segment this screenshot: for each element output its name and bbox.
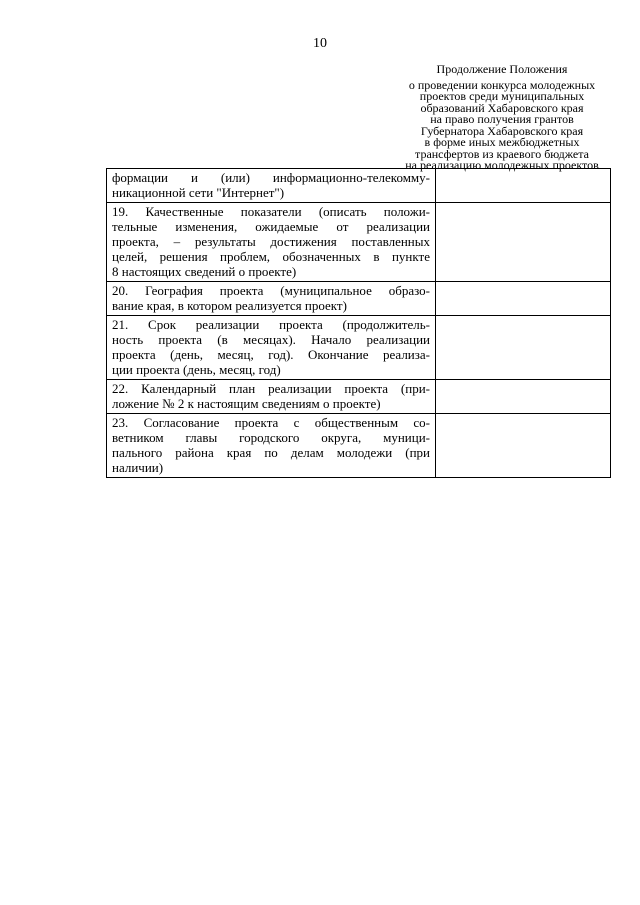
cell-text-line: наличии) <box>112 460 164 475</box>
cell-text-line: никационной сети "Интернет") <box>112 185 285 200</box>
table-row <box>107 282 611 316</box>
row-label-cell <box>107 203 436 282</box>
cell-text-line: ции проекта (день, месяц, год) <box>112 362 281 377</box>
header-line: Губернатора Хабаровского края <box>420 123 584 138</box>
cell-text-line: проекта, – результаты достижения поставленных <box>112 234 430 249</box>
cell-text-line: вание края, в котором реализуется проект) <box>112 298 347 313</box>
cell-text-line: проекта (день, месяц, год). Окончание реализа- <box>112 347 430 362</box>
header-line: трансфертов из краевого бюджета <box>415 146 589 161</box>
table-row <box>107 169 611 203</box>
cell-text-line: 23. Согласование проекта с общественным со- <box>112 415 430 430</box>
table-row <box>107 414 611 478</box>
cell-text-line: 20. География проекта (муниципальное образо- <box>112 283 430 298</box>
cell-text-line: целей, решения проблем, обозначенных в пункте <box>112 249 430 264</box>
row-value-cell[interactable] <box>436 203 611 282</box>
row-value-cell[interactable] <box>436 316 611 380</box>
header-line: проектов среди муниципальных <box>419 89 585 103</box>
header-line: образований Хабаровского края <box>420 100 584 115</box>
cell-text-line: 22. Календарный план реализации проекта (при- <box>112 381 430 396</box>
cell-text-line: ложение № 2 к настоящим сведениям о проекте) <box>112 396 381 411</box>
page-number: 10 <box>313 36 327 51</box>
row-value-cell[interactable] <box>436 414 611 478</box>
cell-text-line: ность проекта (в месяцах). Начало реализации <box>112 332 430 347</box>
table-row <box>107 203 611 282</box>
cell-text-line: 21. Срок реализации проекта (продолжитель- <box>112 317 430 332</box>
row-label-cell <box>107 380 436 414</box>
row-value-cell[interactable] <box>436 380 611 414</box>
cell-text-line: пального района края по делам молодежи (при <box>112 445 430 460</box>
project-info-table <box>106 168 611 478</box>
row-label-cell <box>107 316 436 380</box>
row-label-cell <box>107 169 436 203</box>
header-line: о проведении конкурса молодежных <box>408 77 596 92</box>
header-line: на реализацию молодежных проектов <box>405 158 599 172</box>
cell-text-line: ветником главы городского округа, муници- <box>112 430 430 445</box>
header-line: на право получения грантов <box>430 112 574 126</box>
table-row <box>107 316 611 380</box>
row-label-cell <box>107 414 436 478</box>
table-row <box>107 380 611 414</box>
document-header <box>390 64 614 172</box>
cell-text-line: формации и (или) информационно-телекомму- <box>112 170 430 185</box>
row-label-cell <box>107 282 436 316</box>
header-line: в форме иных межбюджетных <box>424 135 580 149</box>
cell-text-line: 8 настоящих сведений о проекте) <box>112 264 297 279</box>
header-lead: Продолжение Положения <box>436 62 568 76</box>
cell-text-line: 19. Качественные показатели (описать положи- <box>112 204 430 219</box>
row-value-cell[interactable] <box>436 169 611 203</box>
row-value-cell[interactable] <box>436 282 611 316</box>
cell-text-line: тельные изменения, ожидаемые от реализации <box>112 219 430 234</box>
